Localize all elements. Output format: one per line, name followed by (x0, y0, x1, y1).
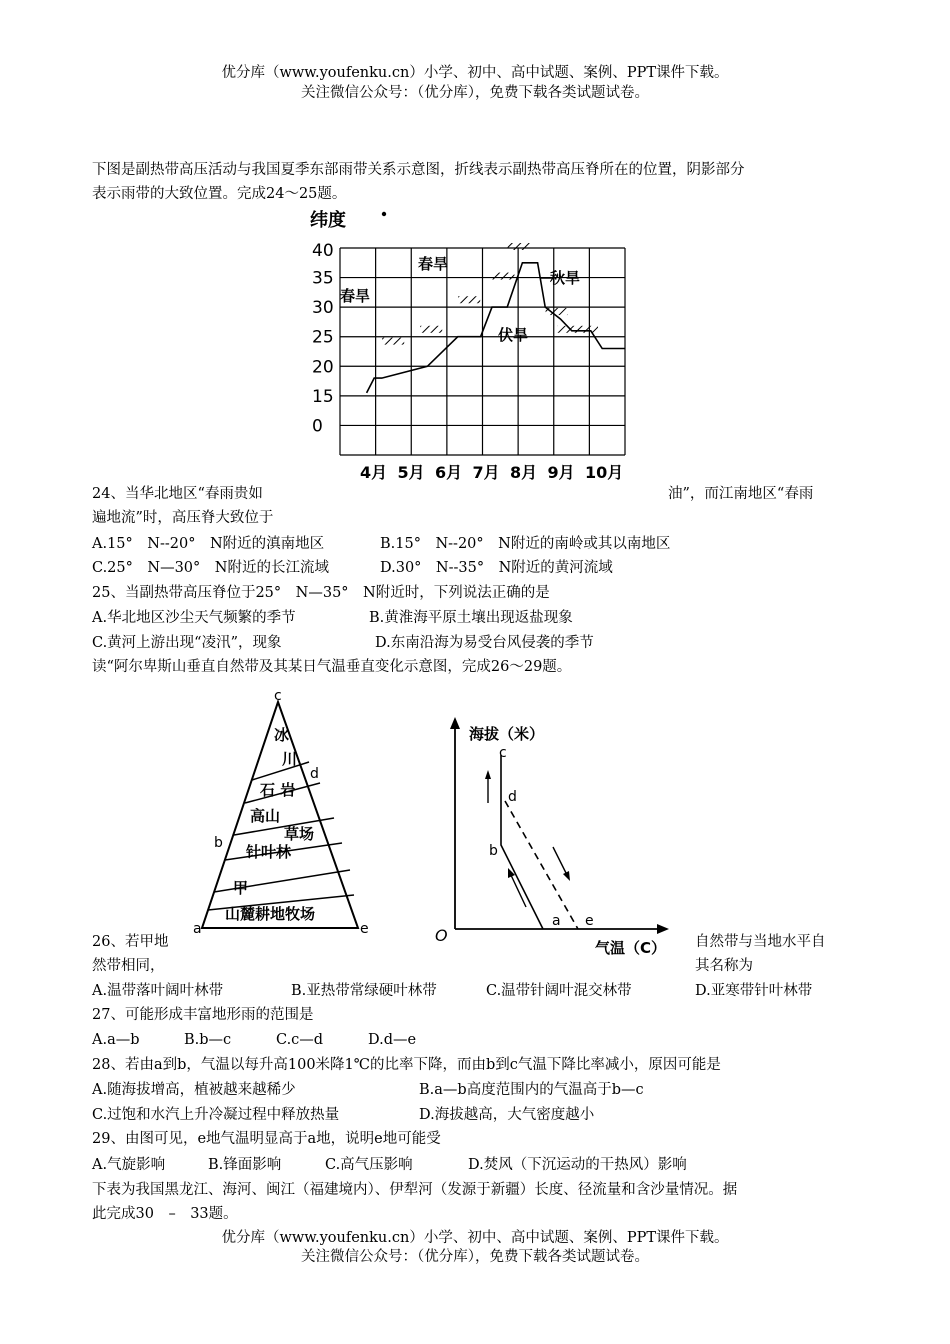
x-tick-label: 6月 (435, 463, 463, 482)
temp-dashed-line (505, 801, 578, 929)
q26-stem-b: 自然带与当地水平自 (695, 934, 826, 950)
temp-point-b: b (489, 843, 498, 859)
q25-option-d: D.东南沿海为易受台风侵袭的季节 (375, 635, 594, 651)
temp-graph-ylabel: 海拔（米） (469, 725, 545, 743)
temp-point-c: c (499, 745, 507, 761)
q29-option-b: B.锋面影响 (208, 1157, 282, 1173)
subtropical-high-chart (300, 200, 660, 490)
q25-stem: 25、当副热带高压脊位于25° N—35° N附近时，下列说法正确的是 (92, 585, 550, 601)
zone-jia: 甲 (233, 879, 249, 897)
q24-option-b: B.15° N--20° N附近的南岭或其以南地区 (380, 536, 671, 552)
zone-alpine: 高山 (250, 807, 281, 825)
temp-point-a: a (552, 913, 561, 929)
q29-option-c: C.高气压影响 (325, 1157, 413, 1173)
temperature-profile-graph (425, 715, 675, 960)
q26-option-d: D.亚寒带针叶林带 (695, 983, 813, 999)
q26-option-a: A.温带落叶阔叶林带 (92, 983, 224, 999)
mountain-zones-diagram (190, 685, 390, 940)
q26-stem-a: 26、若甲地 (92, 934, 169, 950)
temp-graph-xlabel: 气温（C） (595, 939, 667, 957)
y-tick-label: 0 (312, 416, 323, 437)
q26-stem-d: 其名称为 (695, 958, 753, 974)
temp-point-e: e (585, 913, 594, 929)
annot-summer-drought: 伏旱 (498, 326, 529, 344)
intro-2: 读“阿尔卑斯山垂直自然带及其某日气温垂直变化示意图，完成26～29题。 (92, 659, 572, 675)
q25-option-a: A.华北地区沙尘天气频繁的季节 (92, 610, 296, 626)
q24-option-d: D.30° N--35° N附近的黄河流域 (380, 560, 613, 576)
footer-line-1: 优分库（www.youfenku.cn）小学、初中、高中试题、案例、PPT课件下载。 (221, 1230, 729, 1246)
q26-option-b: B.亚热带常绿硬叶林带 (291, 983, 437, 999)
temp-point-d: d (508, 789, 517, 805)
x-tick-label: 8月 (510, 463, 538, 482)
zone-foothill: 山麓耕地牧场 (225, 905, 316, 923)
intro-1-line-1: 下图是副热带高压活动与我国夏季东部雨带关系示意图，折线表示副热带高压脊所在的位置，阴影部分 (92, 162, 745, 178)
rain-belt-mark (492, 273, 514, 280)
annot-spring-drought-2: 春旱 (418, 255, 449, 273)
annot-spring-drought-1: 春旱 (340, 287, 371, 305)
y-tick-label: 20 (312, 357, 334, 378)
x-tick-label: 10月 (585, 463, 624, 482)
q29-stem: 29、由图可见，e地气温明显高于a地，说明e地可能受 (92, 1131, 441, 1147)
q24-stem-b: 油”，而江南地区“春雨 (668, 486, 814, 502)
zone-meadow: 草场 (284, 825, 315, 843)
x-tick-label: 5月 (397, 463, 425, 482)
q29-option-d: D.焚风（下沉运动的干热风）影响 (468, 1157, 687, 1173)
annot-autumn-drought: 秋旱 (550, 269, 581, 287)
q27-option-d: D.d—e (368, 1032, 417, 1048)
y-tick-label: 40 (312, 241, 334, 261)
q26-stem-c: 然带相同， (92, 958, 165, 974)
point-c: c (274, 688, 282, 704)
rain-belt-mark (458, 296, 480, 303)
q24-stem-a: 24、当华北地区“春雨贵如 (92, 486, 263, 502)
rain-belt-mark (508, 243, 530, 250)
q24-option-a: A.15° N--20° N附近的滇南地区 (92, 536, 325, 552)
x-tick-label: 9月 (547, 463, 575, 482)
q27-option-a: A.a—b (92, 1032, 140, 1048)
zone-conifer: 针叶林 (246, 843, 292, 861)
point-e: e (360, 921, 369, 937)
q24-option-c: C.25° N—30° N附近的长江流域 (92, 560, 329, 576)
q25-option-b: B.黄淮海平原土壤出现返盐现象 (369, 610, 573, 626)
q26-option-c: C.温带针阔叶混交林带 (486, 983, 632, 999)
rain-belt-mark (382, 338, 404, 345)
rain-belt-mark (420, 326, 442, 333)
point-a: a (193, 921, 202, 937)
header-line-1: 优分库（www.youfenku.cn）小学、初中、高中试题、案例、PPT课件下载。 (221, 65, 729, 81)
footer-line-2: 关注微信公众号：（优分库），免费下载各类试题试卷。 (301, 1249, 649, 1265)
chart-ylabel: 纬度 (310, 210, 346, 231)
zone-glacier-2: 川 (282, 750, 298, 768)
y-tick-label: 15 (312, 386, 334, 407)
q25-option-c: C.黄河上游出现“凌汛”，现象 (92, 635, 282, 651)
y-tick-label: 25 (312, 327, 334, 348)
q27-option-c: C.c—d (276, 1032, 324, 1048)
point-b: b (214, 835, 223, 851)
chart-dot-mark (382, 212, 386, 216)
q28-option-d: D.海拔越高，大气密度越小 (419, 1107, 595, 1123)
temp-graph-origin: O (435, 926, 448, 945)
temp-solid-line (501, 755, 543, 929)
x-tick-label: 7月 (472, 463, 500, 482)
q28-option-b: B.a—b高度范围内的气温高于b—c (419, 1082, 644, 1098)
zone-glacier-1: 冰 (274, 726, 290, 744)
q27-stem: 27、可能形成丰富地形雨的范围是 (92, 1007, 314, 1023)
q28-option-c: C.过饱和水汽上升冷凝过程中释放热量 (92, 1107, 340, 1123)
intro-3-line-1: 下表为我国黑龙江、海河、闽江（福建境内）、伊犁河（发源于新疆）长度、径流量和含沙量情况。据 (92, 1182, 738, 1198)
x-tick-label: 4月 (360, 463, 388, 482)
point-d: d (310, 766, 319, 782)
zone-rock: 石 岩 (260, 781, 296, 799)
chart-grid (340, 248, 625, 455)
q28-stem: 28、若由a到b，气温以每升高100米降1℃的比率下降，而由b到c气温下降比率减小，原因可能是 (92, 1057, 721, 1073)
q24-stem-c: 遍地流”时，高压脊大致位于 (92, 510, 274, 526)
intro-1-line-2: 表示雨带的大致位置。完成24～25题。 (92, 186, 347, 202)
q27-option-b: B.b—c (184, 1032, 232, 1048)
header-line-2: 关注微信公众号：（优分库），免费下载各类试题试卷。 (301, 85, 649, 101)
rain-belt-mark (576, 326, 598, 333)
intro-3-line-2: 此完成30 – 33题。 (92, 1206, 238, 1222)
y-tick-label: 35 (312, 268, 334, 289)
y-tick-label: 30 (312, 298, 334, 319)
q29-option-a: A.气旋影响 (92, 1157, 166, 1173)
q28-option-a: A.随海拔增高，植被越来越稀少 (92, 1082, 296, 1098)
